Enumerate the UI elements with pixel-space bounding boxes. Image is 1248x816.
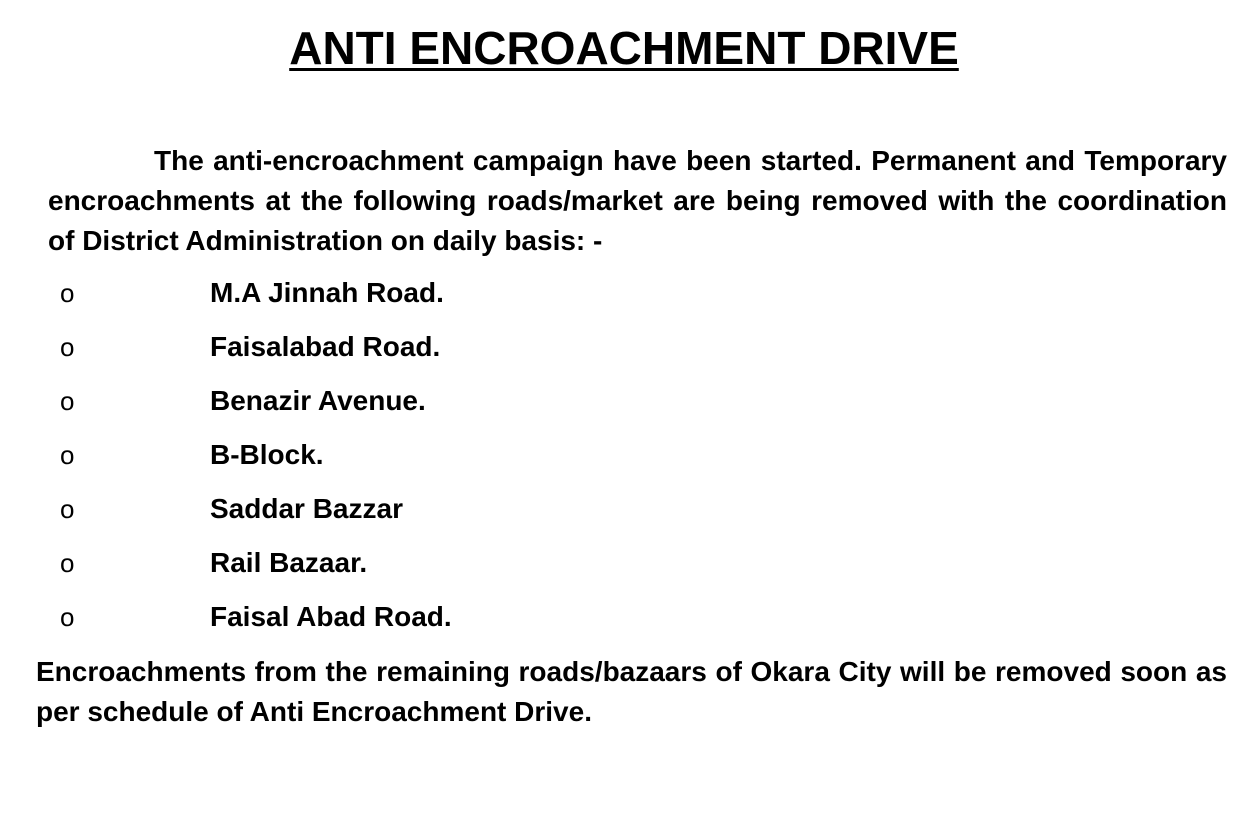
bullet-icon: o	[60, 494, 75, 524]
intro-paragraph: The anti-encroachment campaign have been started. Permanent and Temporary encroachments at the following roads/market are being removed with the coordination of District Administration on daily basis: -	[48, 145, 1227, 256]
bullet-icon: o	[60, 332, 75, 362]
page-title	[0, 22, 1248, 74]
road-name: Rail Bazaar.	[210, 547, 368, 578]
bullet-icon: o	[60, 386, 75, 416]
list-item	[0, 381, 1248, 435]
road-name: B-Block.	[210, 439, 324, 470]
list-item	[0, 273, 1248, 327]
list-item	[0, 327, 1248, 381]
closing-paragraph: Encroachments from the remaining roads/bazaars of Okara City will be removed soon as per schedule of Anti Encroachment Drive.	[36, 656, 1227, 727]
bullet-icon: o	[60, 278, 75, 308]
bullet-icon: o	[60, 602, 75, 632]
road-name: Saddar Bazzar	[210, 493, 403, 524]
road-name: Faisalabad Road.	[210, 331, 441, 362]
bullet-icon: o	[60, 548, 75, 578]
list-item	[0, 543, 1248, 597]
list-item	[0, 597, 1248, 651]
list-item	[0, 435, 1248, 489]
road-name: Faisal Abad Road.	[210, 601, 452, 632]
road-name: M.A Jinnah Road.	[210, 277, 444, 308]
list-item	[0, 489, 1248, 543]
page-title-text: ANTI ENCROACHMENT DRIVE	[289, 22, 959, 74]
bullet-icon: o	[60, 440, 75, 470]
roads-list	[0, 273, 1248, 651]
road-name: Benazir Avenue.	[210, 385, 426, 416]
